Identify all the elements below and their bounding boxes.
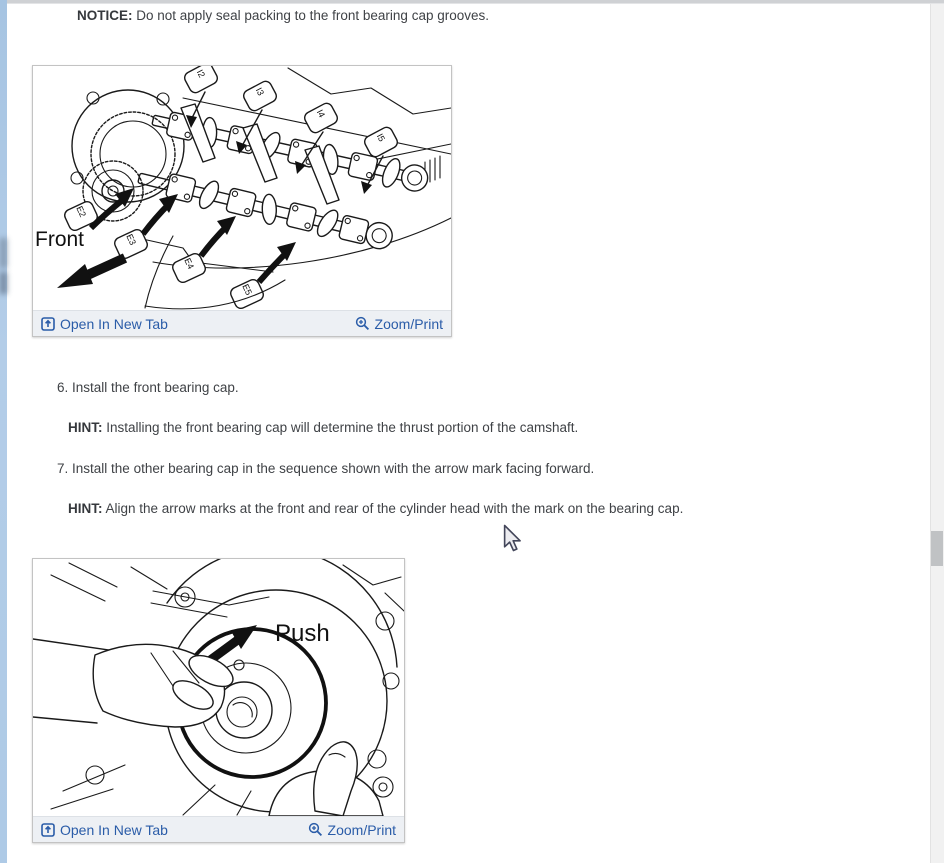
fig1-tag-E5-label: E5 xyxy=(240,282,254,297)
step-7-number: 7. xyxy=(57,461,69,476)
open-in-new-tab-icon xyxy=(41,823,55,837)
step-6-number: 6. xyxy=(57,380,69,395)
step-7 xyxy=(57,459,594,478)
figure1-zoom-label: Zoom/Print xyxy=(374,315,443,332)
fig2-push-label: Push xyxy=(275,620,330,647)
notice-label: NOTICE: xyxy=(77,8,133,23)
fig1-front-label: Front xyxy=(35,228,85,251)
strip-decoration xyxy=(0,272,7,294)
step-7-hint xyxy=(68,499,683,518)
step-6-hint xyxy=(68,418,578,437)
hint-label: HINT: xyxy=(68,501,103,516)
notice-text: Do not apply seal packing to the front bearing cap grooves. xyxy=(136,8,489,23)
fig1-tag-I3-label: I3 xyxy=(253,85,267,98)
hint-label: HINT: xyxy=(68,420,103,435)
figure2-open-label: Open In New Tab xyxy=(60,821,168,838)
fig1-tag-I4-label: I4 xyxy=(314,107,328,120)
figure-panel-push xyxy=(32,558,405,843)
fig1-tag-E4 xyxy=(171,216,236,284)
mouse-cursor xyxy=(503,524,521,552)
strip-decoration xyxy=(0,238,7,268)
fig1-tag-E4-label: E4 xyxy=(182,256,196,271)
scrollbar-thumb[interactable] xyxy=(931,531,943,566)
figure1-open-in-new-tab-link[interactable] xyxy=(41,316,168,332)
fig1-tag-I2-label: I2 xyxy=(194,67,208,80)
notice-line xyxy=(77,6,489,25)
step-6 xyxy=(57,378,239,397)
figure-panel-camshaft xyxy=(32,65,452,337)
fig1-tag-E3 xyxy=(113,194,178,260)
camshaft-diagram-image xyxy=(33,66,451,310)
left-edge-strip xyxy=(0,0,7,863)
figure1-zoom-print-link[interactable] xyxy=(355,316,443,332)
vertical-scrollbar[interactable] xyxy=(930,4,944,863)
zoom-icon xyxy=(308,822,323,837)
fig1-tag-E2 xyxy=(63,188,134,232)
step-6-text: Install the front bearing cap. xyxy=(72,380,239,395)
figure1-toolbar xyxy=(33,310,451,336)
step-6-hint-text: Installing the front bearing cap will determine the thrust portion of the camshaft. xyxy=(106,420,579,435)
top-divider xyxy=(0,0,944,4)
figure2-toolbar xyxy=(33,816,404,842)
open-in-new-tab-icon xyxy=(41,317,55,331)
step-7-text: Install the other bearing cap in the sequence shown with the arrow mark facing forward. xyxy=(72,461,595,476)
figure2-open-in-new-tab-link[interactable] xyxy=(41,822,168,838)
zoom-icon xyxy=(355,316,370,331)
fig1-tag-E3-label: E3 xyxy=(124,232,138,247)
figure2-zoom-print-link[interactable] xyxy=(308,822,396,838)
fig1-tag-E2-label: E2 xyxy=(74,204,88,219)
push-diagram-image xyxy=(33,559,404,816)
fig1-tag-E5 xyxy=(229,242,296,310)
figure2-zoom-label: Zoom/Print xyxy=(327,821,396,838)
fig1-tag-I5-label: I5 xyxy=(374,131,388,144)
step-7-hint-text: Align the arrow marks at the front and rear of the cylinder head with the mark on the bearing cap. xyxy=(105,501,684,516)
figure1-open-label: Open In New Tab xyxy=(60,315,168,332)
